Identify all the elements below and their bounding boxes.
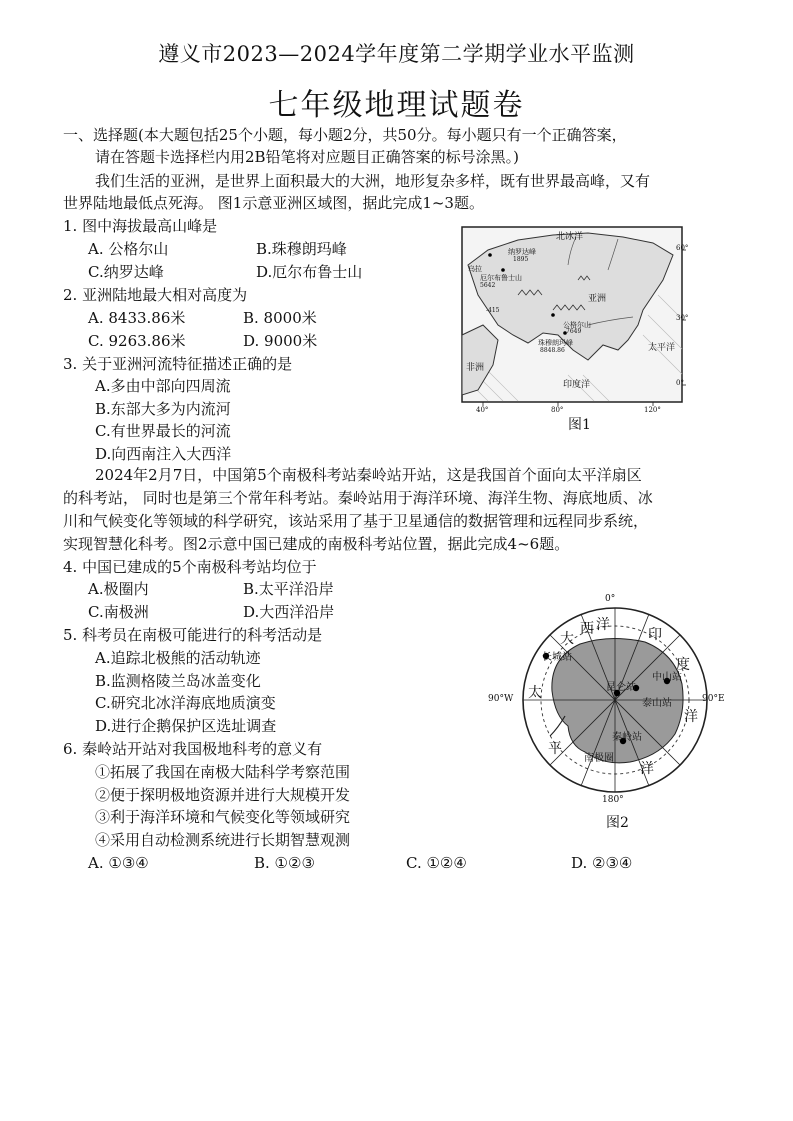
q6-statement-1: ①拓展了我国在南极大陆科学考察范围 bbox=[95, 763, 351, 781]
q1-stem: 1. 图中海拔最高山峰是 bbox=[63, 217, 218, 235]
label-dead-sea-height: -415 bbox=[486, 307, 500, 314]
label-elbrus: 厄尔布鲁士山 bbox=[480, 274, 522, 282]
label-everest-height: 8848.86 bbox=[540, 347, 565, 354]
label-du: 度 bbox=[676, 657, 690, 673]
q4-stem: 4. 中国已建成的5个南极科考站均位于 bbox=[63, 558, 317, 576]
label-lat-0: 0° bbox=[676, 379, 684, 387]
label-0-deg: 0° bbox=[605, 594, 616, 604]
q5-stem: 5. 科考员在南极可能进行的科考活动是 bbox=[63, 626, 323, 644]
label-pacific: 太平洋 bbox=[648, 343, 676, 353]
q4-option-d[interactable]: D.大西洋沿岸 bbox=[243, 603, 335, 621]
q4-option-b[interactable]: B.太平洋沿岸 bbox=[243, 580, 334, 598]
label-kongur-height: 7649 bbox=[566, 328, 582, 335]
q6-option-a[interactable]: A. ①③④ bbox=[88, 854, 149, 872]
q2-option-c[interactable]: C. 9263.86米 bbox=[88, 332, 186, 350]
q6-option-d[interactable]: D. ②③④ bbox=[571, 854, 633, 872]
q6-option-b[interactable]: B. ①②③ bbox=[254, 854, 315, 872]
section-heading: 一、选择题(本大题包括25个小题，每小题2分，共50分。每小题只有一个正确答案， bbox=[63, 126, 627, 144]
q6-option-c[interactable]: C. ①②④ bbox=[406, 854, 467, 872]
q5-option-b[interactable]: B.监测格陵兰岛冰盖变化 bbox=[95, 672, 261, 690]
label-yang-pacific: 洋 bbox=[640, 761, 654, 777]
q6-statement-3: ③利于海洋环境和气候变化等领域研究 bbox=[95, 808, 351, 826]
figure2-antarctica-map bbox=[488, 594, 725, 808]
label-indian-ocean: 印度洋 bbox=[563, 380, 591, 390]
label-antarctic-circle: 南极圈 bbox=[584, 753, 614, 764]
q5-option-a[interactable]: A.追踪北极熊的活动轨迹 bbox=[95, 649, 261, 667]
label-everest: 珠穆朗玛峰 bbox=[538, 339, 573, 347]
passage1-line1: 我们生活的亚洲，是世界上面积最大的大洲，地形复杂多样，既有世界最高峰，又有 bbox=[95, 172, 651, 190]
label-great-wall-station: 长城站 bbox=[542, 652, 572, 663]
figure2-caption: 图2 bbox=[606, 815, 629, 831]
exam-title: 遵义市2023—2024学年度第二学期学业水平监测 bbox=[158, 42, 635, 66]
label-narod: 纳罗达峰 bbox=[508, 248, 536, 256]
antarctica-map-svg bbox=[510, 596, 720, 808]
q6-statement-4: ④采用自动检测系统进行长期智慧观测 bbox=[95, 831, 351, 849]
label-yang-indian: 洋 bbox=[684, 709, 698, 725]
label-elbrus-height: 5642 bbox=[480, 282, 496, 289]
label-narod-height: 1895 bbox=[513, 256, 529, 263]
label-xi: 西 bbox=[580, 621, 594, 637]
passage1-line2: 世界陆地最低点死海。 图1示意亚洲区域图，据此完成1~3题。 bbox=[63, 194, 484, 212]
q5-option-d[interactable]: D.进行企鹅保护区选址调查 bbox=[95, 717, 277, 735]
section-heading-cont: 请在答题卡选择栏内用2B铅笔将对应题目正确答案的标号涂黑。) bbox=[95, 148, 519, 166]
label-lon-80: 80° bbox=[551, 406, 564, 414]
label-yin: 印 bbox=[648, 627, 662, 643]
figure1-caption: 图1 bbox=[568, 417, 591, 433]
passage2-line3: 川和气候变化等领域的科学研究，该站采用了基于卫星通信的数据管理和远程同步系统， bbox=[63, 512, 649, 530]
label-kunlun-station: 昆仑站 bbox=[606, 682, 636, 693]
label-tai: 太 bbox=[528, 685, 542, 701]
label-taishan-station: 泰山站 bbox=[642, 698, 672, 709]
label-zhongshan-station: 中山站 bbox=[652, 672, 682, 683]
passage2-line1: 2024年2月7日，中国第5个南极科考站秦岭站开站，这是我国首个面向太平洋扇区 bbox=[95, 466, 642, 484]
q3-option-c[interactable]: C.有世界最长的河流 bbox=[95, 422, 231, 440]
q3-option-a[interactable]: A.多由中部向四周流 bbox=[95, 377, 231, 395]
label-qinling-station: 秦岭站 bbox=[612, 732, 642, 743]
q6-statement-2: ②便于探明极地资源并进行大规模开发 bbox=[95, 786, 351, 804]
q2-stem: 2. 亚洲陆地最大相对高度为 bbox=[63, 286, 248, 304]
label-da: 大 bbox=[560, 631, 574, 647]
label-yang-atlantic: 洋 bbox=[596, 617, 610, 633]
q1-option-a[interactable]: A. 公格尔山 bbox=[88, 240, 169, 258]
q2-option-a[interactable]: A. 8433.86米 bbox=[88, 309, 186, 327]
q3-option-b[interactable]: B.东部大多为内流河 bbox=[95, 400, 231, 418]
label-90e: 90°E bbox=[702, 694, 725, 704]
passage2-line4: 实现智慧化科考。图2示意中国已建成的南极科考站位置，据此完成4~6题。 bbox=[63, 535, 570, 553]
label-lat-60: 60° bbox=[676, 244, 689, 252]
label-ping: 平 bbox=[548, 741, 562, 757]
passage2-line2: 的科考站， 同时也是第三个常年科考站。秦岭站用于海洋环境、海洋生物、海底地质、冰 bbox=[63, 489, 653, 507]
label-africa: 非洲 bbox=[466, 363, 485, 373]
q2-option-b[interactable]: B. 8000米 bbox=[243, 309, 317, 327]
q6-stem: 6. 秦岭站开站对我国极地科考的意义有 bbox=[63, 740, 323, 758]
label-lon-120: 120° bbox=[644, 406, 661, 414]
q4-option-a[interactable]: A.极圈内 bbox=[88, 580, 149, 598]
label-lat-30: 30° bbox=[676, 314, 689, 322]
q1-option-b[interactable]: B.珠穆朗玛峰 bbox=[256, 240, 347, 258]
label-asia: 亚洲 bbox=[588, 294, 607, 304]
label-arctic-ocean: 北冰洋 bbox=[556, 232, 584, 242]
label-180-deg: 180° bbox=[602, 795, 624, 805]
label-ural: 乌拉 bbox=[468, 265, 482, 273]
exam-subtitle: 七年级地理试题卷 bbox=[268, 88, 525, 123]
q1-option-c[interactable]: C.纳罗达峰 bbox=[88, 263, 164, 281]
q3-stem: 3. 关于亚洲河流特征描述正确的是 bbox=[63, 355, 293, 373]
q4-option-c[interactable]: C.南极洲 bbox=[88, 603, 149, 621]
q1-option-d[interactable]: D.厄尔布鲁士山 bbox=[256, 263, 363, 281]
q5-option-c[interactable]: C.研究北冰洋海底地质演变 bbox=[95, 694, 276, 712]
q3-option-d[interactable]: D.向西南注入大西洋 bbox=[95, 445, 232, 463]
label-lon-40: 40° bbox=[476, 406, 489, 414]
label-90w: 90°W bbox=[488, 694, 514, 704]
q2-option-d[interactable]: D. 9000米 bbox=[243, 332, 318, 350]
label-kongur: 公格尔山 bbox=[563, 321, 591, 329]
figure1-asia-map bbox=[458, 225, 688, 415]
